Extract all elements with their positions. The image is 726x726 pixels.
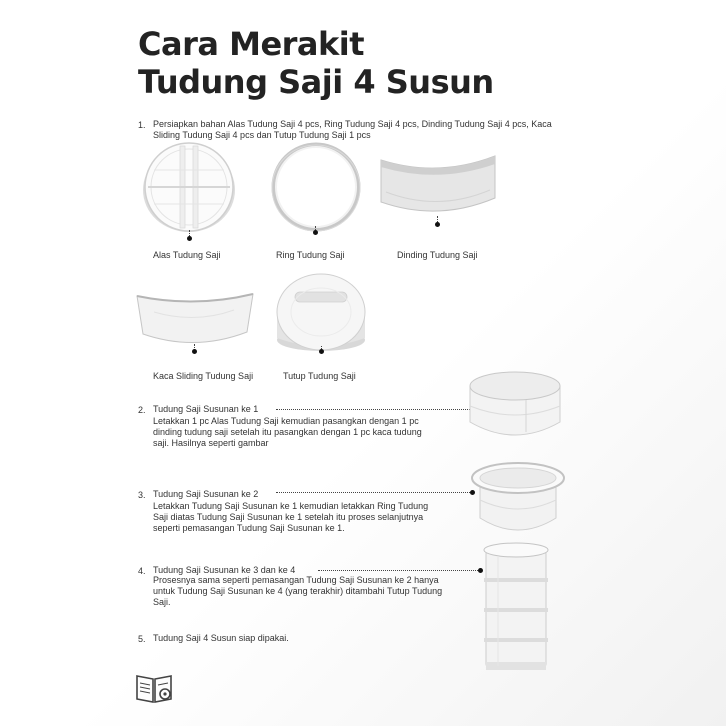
susunan-2-image: [470, 456, 566, 540]
susunan-1-image: [466, 366, 564, 446]
page-title-line2: Tudung Saji 4 Susun: [138, 63, 494, 101]
step4-text: Prosesnya sama seperti pemasangan Tudung Saji Susunan ke 2 hanya untuk Tudung Saji Susunan ke 4 (yang terakhir) ditambahi Tutup Tudung Saji.: [153, 575, 443, 607]
dinding-label: Dinding Tudung Saji: [397, 250, 478, 260]
alas-tudung-saji-image: [140, 142, 238, 234]
step4-number: 4.: [138, 566, 146, 576]
alas-label: Alas Tudung Saji: [153, 250, 221, 260]
page-title-line1: Cara Merakit: [138, 25, 365, 63]
ring-marker-dot: [313, 230, 318, 235]
kaca-marker-dot: [192, 349, 197, 354]
tutup-marker-dot: [319, 349, 324, 354]
step2-connector-line: [276, 409, 472, 410]
step3-heading: Tudung Saji Susunan ke 2: [153, 489, 259, 499]
step1-number: 1.: [138, 120, 146, 130]
susunan-4-image: [480, 540, 552, 674]
step2-number: 2.: [138, 405, 146, 415]
step5-text: Tudung Saji 4 Susun siap dipakai.: [153, 633, 289, 643]
tutup-label: Tutup Tudung Saji: [283, 371, 356, 381]
book-gear-icon: [134, 670, 174, 706]
step3-connector-line: [276, 492, 472, 493]
step1-text: Persiapkan bahan Alas Tudung Saji 4 pcs, Ring Tudung Saji 4 pcs, Dinding Tudung Saji 4 pcs, Kaca Sliding Tudung Saji 4 pcs dan Tutup Tudung Saji 1 pcs: [153, 119, 552, 140]
ring-tudung-saji-image: [270, 142, 362, 232]
ring-label: Ring Tudung Saji: [276, 250, 345, 260]
step3-text: Letakkan Tudung Saji Susunan ke 1 kemudian letakkan Ring Tudung Saji diatas Tudung Saji Susunan ke 1 setelah itu proses selanjutnya seperti pemasangan Tudung Saji Susunan ke 1.: [153, 501, 429, 533]
step2-text: Letakkan 1 pc Alas Tudung Saji kemudian pasangkan dengan 1 pc dinding tudung saji setelah itu pasangkan dengan 1 pc kaca tudung saji. Hasilnya seperti gambar: [153, 416, 422, 448]
kaca-label: Kaca Sliding Tudung Saji: [153, 371, 254, 381]
step4-connector-line: [318, 570, 480, 571]
step4-heading: Tudung Saji Susunan ke 3 dan ke 4: [153, 565, 296, 575]
step5-number: 5.: [138, 634, 146, 644]
alas-marker-dot: [187, 236, 192, 241]
kaca-sliding-tudung-saji-image: [134, 290, 256, 352]
step2-heading: Tudung Saji Susunan ke 1: [153, 404, 259, 414]
step3-number: 3.: [138, 490, 146, 500]
dinding-tudung-saji-image: [378, 152, 498, 222]
dinding-marker-dot: [435, 222, 440, 227]
tutup-tudung-saji-image: [275, 270, 367, 354]
